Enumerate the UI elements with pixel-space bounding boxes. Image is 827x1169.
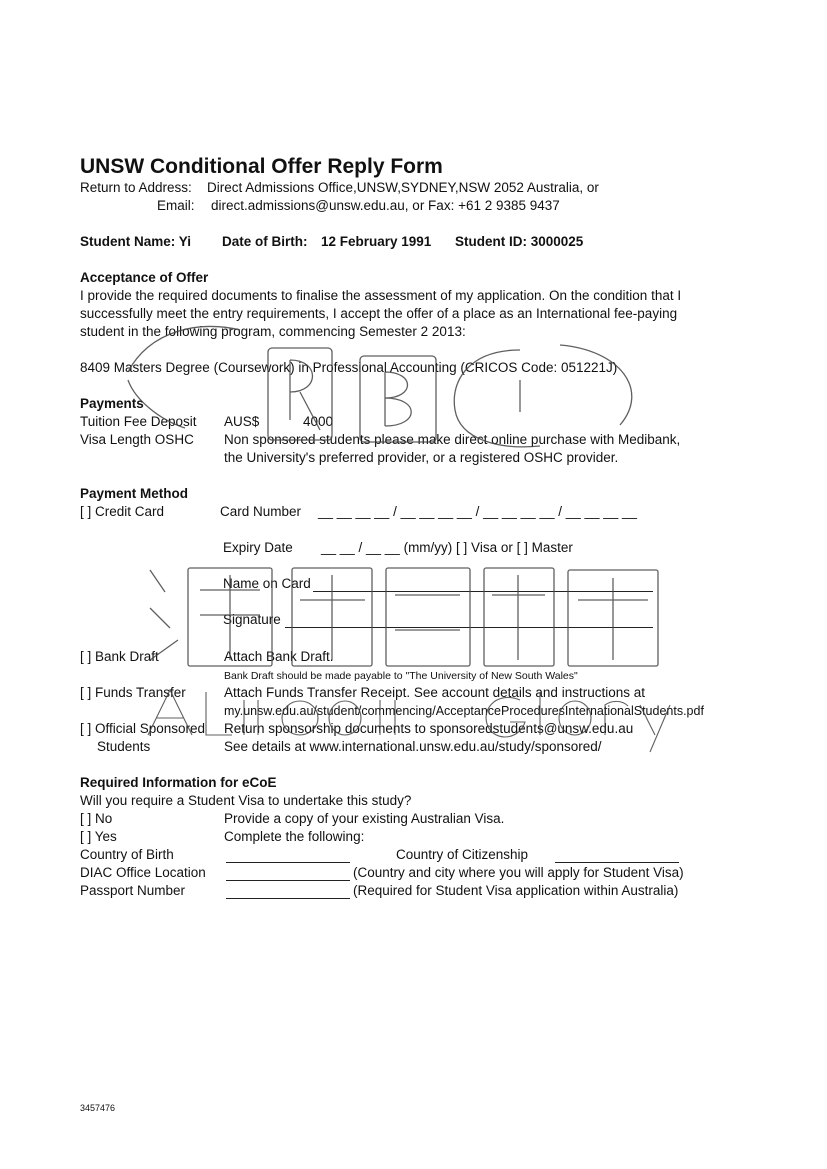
tuition-label: Tuition Fee Deposit: [80, 414, 197, 429]
signature-field[interactable]: [285, 627, 653, 628]
bank-draft-checkbox[interactable]: [ ] Bank Draft: [80, 649, 159, 664]
acceptance-heading: Acceptance of Offer: [80, 270, 209, 285]
dob-value: 12 February 1991: [321, 234, 432, 249]
card-number-label: Card Number: [220, 504, 302, 519]
form-title: UNSW Conditional Offer Reply Form: [80, 155, 443, 178]
funds-transfer-checkbox[interactable]: [ ] Funds Transfer: [80, 685, 186, 700]
acceptance-line-3: student in the following program, commencing Semester 2 2013:: [80, 324, 466, 339]
sponsored-line-1: Return sponsorship documents to sponsoredstudents@unsw.edu.au: [224, 721, 634, 736]
diac-note: (Country and city where you will apply for Student Visa): [353, 865, 684, 880]
oshc-line-1: Non sponsored students please make direct online purchase with Medibank,: [224, 432, 681, 447]
card-number-field[interactable]: __ __ __ __ / __ __ __ __ / __ __ __ __ / __ __ __ __: [318, 504, 638, 519]
acceptance-line-1: I provide the required documents to finalise the assessment of my application. On the condition that I: [80, 288, 682, 303]
student-name: Student Name: Yi: [80, 234, 192, 249]
official-sponsored-checkbox[interactable]: [ ] Official Sponsored: [80, 721, 206, 736]
visa-no-text: Provide a copy of your existing Australian Visa.: [224, 811, 505, 826]
tuition-currency: AUS$: [224, 414, 260, 429]
diac-field[interactable]: [226, 880, 350, 881]
students-label: Students: [97, 739, 151, 754]
expiry-field[interactable]: __ __ / __ __ (mm/yy) [ ] Visa or [ ] Master: [321, 540, 573, 555]
student-id: Student ID: 3000025: [455, 234, 584, 249]
email-value: direct.admissions@unsw.edu.au, or Fax: +61 2 9385 9437: [211, 198, 560, 213]
country-birth-label: Country of Birth: [80, 847, 174, 862]
visa-yes-checkbox[interactable]: [ ] Yes: [80, 829, 117, 844]
payment-method-heading: Payment Method: [80, 486, 189, 501]
name-on-card-field[interactable]: [313, 591, 653, 592]
country-citizenship-field[interactable]: [555, 862, 679, 863]
payments-heading: Payments: [80, 396, 144, 411]
expiry-label: Expiry Date: [223, 540, 293, 555]
funds-transfer-text: Attach Funds Transfer Receipt. See account details and instructions at: [224, 685, 645, 700]
passport-label: Passport Number: [80, 883, 186, 898]
country-birth-field[interactable]: [226, 862, 350, 863]
passport-field[interactable]: [226, 898, 350, 899]
footer-code: 3457476: [80, 1103, 116, 1113]
visa-no-checkbox[interactable]: [ ] No: [80, 811, 113, 826]
oshc-label: Visa Length OSHC: [80, 432, 194, 447]
diac-label: DIAC Office Location: [80, 865, 206, 880]
email-label: Email:: [157, 198, 195, 213]
return-address-label: Return to Address:: [80, 180, 192, 195]
bank-draft-text: Attach Bank Draft.: [224, 649, 334, 664]
funds-transfer-url[interactable]: my.unsw.edu.au/student/commencing/AcceptanceProceduresInternationalStudents.pdf: [224, 704, 704, 718]
bank-draft-note: Bank Draft should be made payable to "The University of New South Wales": [224, 670, 578, 682]
program-line: 8409 Masters Degree (Coursework) in Professional Accounting (CRICOS Code: 051221J): [80, 360, 618, 375]
oshc-line-2: the University's preferred provider, or a registered OSHC provider.: [224, 450, 619, 465]
visa-question: Will you require a Student Visa to undertake this study?: [80, 793, 412, 808]
signature-label: Signature: [223, 612, 281, 627]
return-address-value: Direct Admissions Office,UNSW,SYDNEY,NSW 2052 Australia, or: [207, 180, 599, 195]
name-on-card-label: Name on Card: [223, 576, 311, 591]
ecoe-heading: Required Information for eCoE: [80, 775, 277, 790]
acceptance-line-2: successfully meet the entry requirements, I accept the offer of a place as an International fee-paying: [80, 306, 678, 321]
credit-card-checkbox[interactable]: [ ] Credit Card: [80, 504, 165, 519]
passport-note: (Required for Student Visa application within Australia): [353, 883, 679, 898]
country-citizenship-label: Country of Citizenship: [396, 847, 529, 862]
visa-yes-text: Complete the following:: [224, 829, 365, 844]
dob-label: Date of Birth:: [222, 234, 308, 249]
tuition-amount: 4000: [303, 414, 334, 429]
sponsored-line-2: See details at www.international.unsw.edu.au/study/sponsored/: [224, 739, 602, 754]
